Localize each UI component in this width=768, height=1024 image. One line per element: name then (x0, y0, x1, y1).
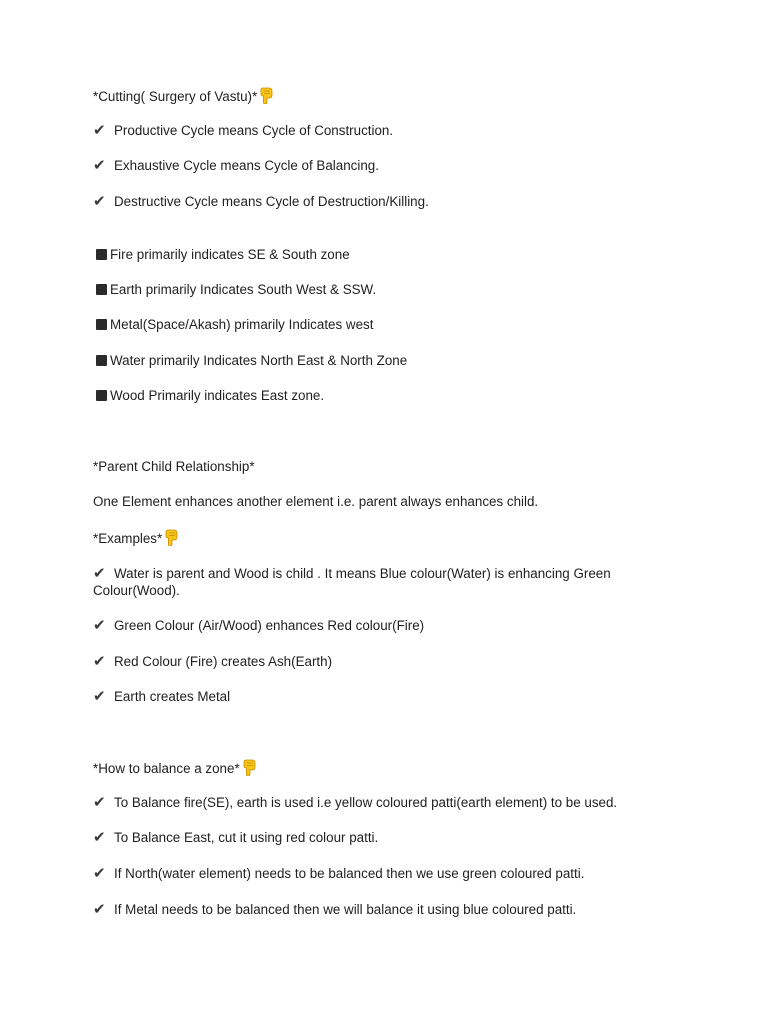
element-item-text: Earth primarily Indicates South West & SSW. (110, 282, 377, 297)
check-item (93, 565, 653, 599)
element-item (93, 246, 693, 263)
check-item-text: To Balance fire(SE), earth is used i.e yellow coloured patti(earth element) to be used. (114, 795, 618, 810)
section-heading-parent-child: *Parent Child Relationship* (93, 459, 255, 474)
heading-text: *Examples* (93, 531, 163, 546)
element-item-text: Fire primarily indicates SE & South zone (110, 247, 350, 262)
check-item-text: Productive Cycle means Cycle of Construction. (114, 123, 394, 138)
examples-heading (93, 529, 693, 547)
check-item-text: Water is parent and Wood is child . It means Blue colour(Water) is enhancing Green Colour(Wood). (93, 566, 611, 598)
pointing-down-hand-icon (258, 87, 274, 104)
element-item-text: Metal(Space/Akash) primarily Indicates west (110, 317, 374, 332)
black-square-icon (96, 319, 107, 330)
element-item-text: Water primarily Indicates North East & North Zone (110, 353, 408, 368)
check-mark-icon: ✔ (93, 864, 106, 882)
check-item-text: Earth creates Metal (114, 689, 231, 704)
check-item (93, 193, 693, 210)
heading-text: *How to balance a zone* (93, 761, 240, 776)
check-item (93, 122, 693, 139)
check-item-text: If Metal needs to be balanced then we will balance it using blue coloured patti. (114, 902, 577, 917)
check-mark-icon: ✔ (93, 652, 106, 670)
check-item-text: Destructive Cycle means Cycle of Destruction/Killing. (114, 194, 429, 209)
black-square-icon (96, 355, 107, 366)
black-square-icon (96, 390, 107, 401)
check-item-text: If North(water element) needs to be balanced then we use green coloured patti. (114, 866, 585, 881)
section-heading-balance-zone (93, 759, 693, 777)
element-item-text: Wood Primarily indicates East zone. (110, 388, 325, 403)
element-item (93, 387, 693, 404)
element-item (93, 316, 693, 333)
pointing-down-hand-icon (241, 759, 257, 776)
check-item (93, 688, 693, 705)
check-mark-icon: ✔ (93, 793, 106, 811)
check-item (93, 157, 693, 174)
check-mark-icon: ✔ (93, 828, 106, 846)
section-description: One Element enhances another element i.e. parent always enhances child. (93, 494, 539, 509)
check-mark-icon: ✔ (93, 192, 106, 210)
heading-text: *Cutting( Surgery of Vastu)* (93, 89, 258, 104)
check-item-text: To Balance East, cut it using red colour patti. (114, 830, 379, 845)
check-item-text: Red Colour (Fire) creates Ash(Earth) (114, 654, 333, 669)
check-item (93, 617, 693, 634)
section-heading-cutting (93, 87, 693, 105)
check-item (93, 865, 693, 882)
check-item (93, 829, 693, 846)
check-mark-icon: ✔ (93, 156, 106, 174)
check-item-text: Green Colour (Air/Wood) enhances Red colour(Fire) (114, 618, 425, 633)
check-item (93, 901, 693, 918)
check-mark-icon: ✔ (93, 687, 106, 705)
check-mark-icon: ✔ (93, 616, 106, 634)
check-mark-icon: ✔ (93, 564, 106, 582)
check-mark-icon: ✔ (93, 121, 106, 139)
element-item (93, 352, 693, 369)
check-item (93, 794, 693, 811)
black-square-icon (96, 249, 107, 260)
element-item (93, 281, 693, 298)
black-square-icon (96, 284, 107, 295)
check-mark-icon: ✔ (93, 900, 106, 918)
pointing-down-hand-icon (163, 529, 179, 546)
check-item-text: Exhaustive Cycle means Cycle of Balancing. (114, 158, 379, 173)
check-item (93, 653, 693, 670)
